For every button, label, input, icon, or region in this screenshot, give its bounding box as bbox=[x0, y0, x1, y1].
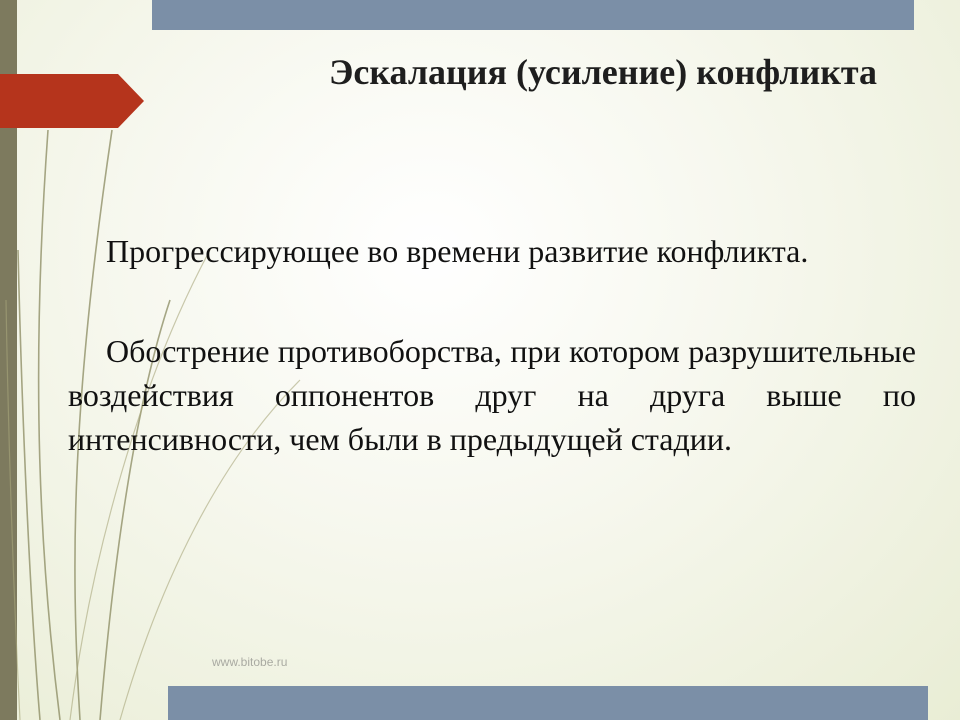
paragraph-definition: Прогрессирующее во времени развитие конфликта. bbox=[106, 233, 809, 269]
watermark-text: www.bitobe.ru bbox=[212, 655, 288, 669]
slide-title: Эскалация (усиление) конфликта bbox=[328, 52, 878, 92]
paragraph-explanation: Обострение противоборства, при котором разрушительные воздействия оппонентов друг на друга выше по интенсивности, чем были в предыдущей стадии. bbox=[68, 333, 916, 457]
arrow-tag-icon bbox=[0, 74, 144, 128]
